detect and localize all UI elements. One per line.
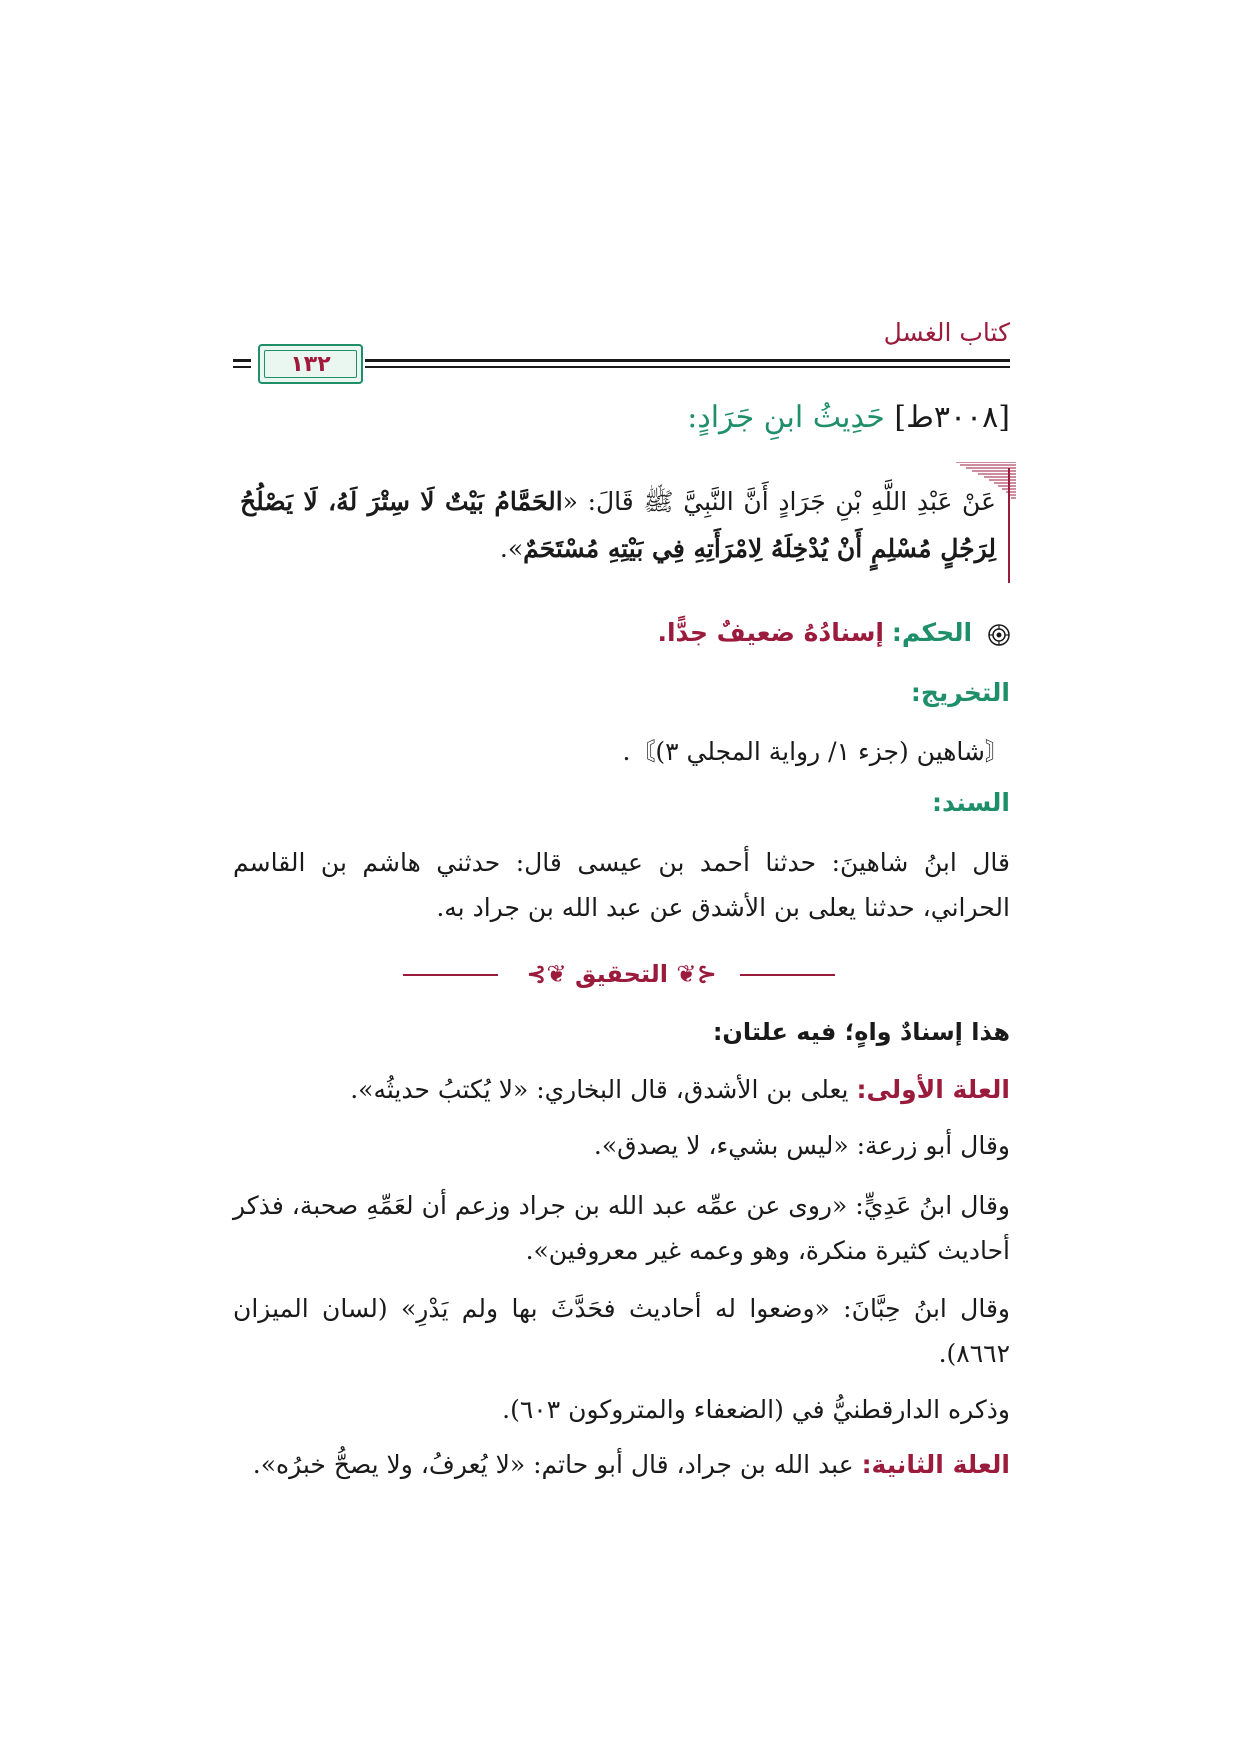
ibn-adi-para: وقال ابنُ عَدِيٍّ: «روى عن عمِّه عبد الله بن جراد وزعم أن لعَمِّهِ صحبة، فذكر أحاديث كثيرة منكرة، وهو وعمه غير معروفين». bbox=[233, 1191, 1010, 1265]
book-title: كتاب الغسل bbox=[883, 318, 1010, 347]
hadith-intro: عَنْ عَبْدِ اللَّهِ بْنِ جَرَادٍ أَنَّ النَّبِيَّ ﷺ قَالَ: « bbox=[562, 487, 996, 516]
hadith-name: حَدِيثُ ابنِ جَرَادٍ: bbox=[687, 400, 885, 435]
page-number-frame bbox=[258, 344, 363, 384]
hadith-box bbox=[233, 468, 1010, 593]
ruling-text: إسنادُهُ ضعيفٌ جدًّا. bbox=[657, 618, 884, 647]
daraqutni-line: وذكره الدارقطنيُّ في (الضعفاء والمتروكون ٦٠٣). bbox=[502, 1395, 1010, 1424]
ruling-line bbox=[657, 618, 1010, 647]
illa2-label: العلة الثانية: bbox=[861, 1450, 1010, 1479]
illa2-text: عبد الله بن جراد، قال أبو حاتم: «لا يُعرفُ، ولا يصحُّ خبرُه». bbox=[252, 1450, 854, 1479]
tahqiq-intro: هذا إسنادٌ واهٍ؛ فيه علتان: bbox=[712, 1018, 1010, 1046]
takhrij-text: 〘شاهين (جزء ١/ رواية المجلي ٣)〙. bbox=[622, 737, 1010, 766]
ornament-flower-icon bbox=[988, 624, 1010, 646]
illa1-text: يعلى بن الأشدق، قال البخاري: «لا يُكتبُ حديثُه». bbox=[350, 1075, 849, 1104]
tahqiq-heading bbox=[233, 960, 1010, 988]
divider-ornament-icon: ❦⊱ bbox=[526, 960, 575, 988]
sanad-heading: السند: bbox=[931, 788, 1010, 817]
hadith-side-rule bbox=[1008, 468, 1010, 583]
ruling-label: الحكم: bbox=[891, 618, 973, 647]
hadith-number: [٣٠٠٨ط] bbox=[894, 400, 1010, 435]
illa2-line bbox=[253, 1450, 1010, 1479]
divider-ornament-icon: ⊰❦ bbox=[668, 960, 717, 988]
header-rule-left-top bbox=[233, 359, 251, 362]
sanad-text: قال ابنُ شاهينَ: حدثنا أحمد بن عيسى قال: حدثني هاشم بن القاسم الحراني، حدثنا يعلى بن الأشدق عن عبد الله بن جراد به. bbox=[233, 848, 1010, 922]
ibn-hibban-para: وقال ابنُ حِبَّانَ: «وضعوا له أحاديث فحَدَّثَ بها ولم يَدْرِ» (لسان الميزان ٨٦٦٢). bbox=[233, 1294, 1010, 1368]
page bbox=[233, 300, 1010, 1479]
tahqiq-heading-text: التحقيق bbox=[574, 960, 669, 988]
abu-zura-line: وقال أبو زرعة: «ليس بشيء، لا يصدق». bbox=[593, 1131, 1010, 1160]
takhrij-heading: التخريج: bbox=[910, 678, 1010, 707]
illa1-label: العلة الأولى: bbox=[856, 1075, 1010, 1104]
illa1-line bbox=[350, 1075, 1010, 1104]
header-rule-top bbox=[365, 359, 1010, 362]
tahqiq-divider bbox=[233, 960, 1010, 990]
page-number: ١٣٢ bbox=[290, 351, 331, 377]
header-rule-left-bottom bbox=[233, 366, 251, 368]
hadith-end: ». bbox=[499, 534, 524, 563]
header-rule-bottom bbox=[365, 366, 1010, 368]
hadith-text bbox=[240, 478, 996, 572]
hadith-title bbox=[687, 400, 1010, 435]
hadith-matn: الحَمَّامُ بَيْتٌ لَا سِتْرَ لَهُ، لَا يَصْلُحُ لِرَجُلٍ مُسْلِمٍ أَنْ يُدْخِلَهُ لِامْرَأَتِهِ فِي بَيْتِهِ مُسْتَحَمٌ bbox=[240, 487, 996, 563]
page-header bbox=[233, 300, 1010, 380]
